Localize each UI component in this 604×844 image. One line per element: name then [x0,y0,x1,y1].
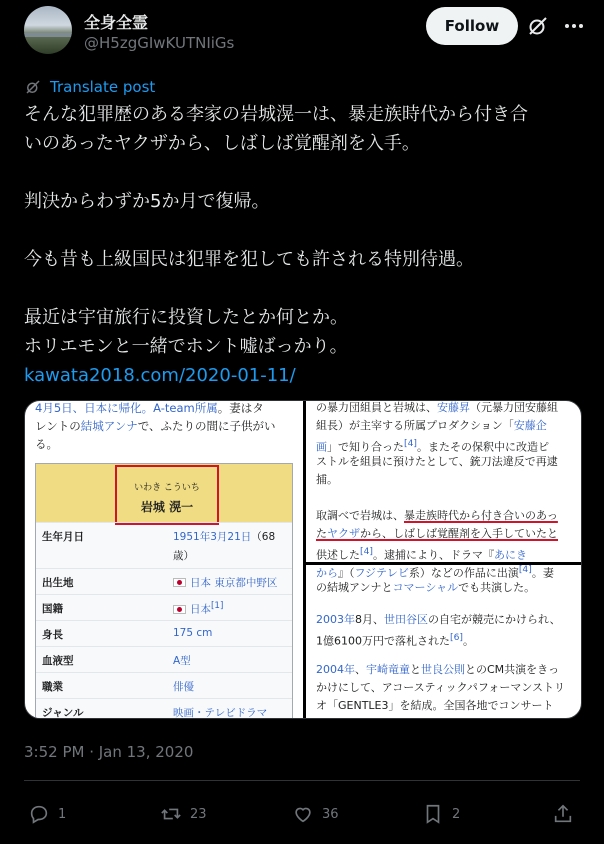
infobox-row: 身長 175 cm [36,620,292,646]
bookmark-count: 2 [452,806,461,822]
post-link[interactable]: kawata2018.com/2020-01-11/ [24,365,296,386]
infobox-name: 岩城 滉一 [140,500,194,514]
translate-label[interactable]: Translate post [50,78,156,96]
post-line: 判決からわずか5か月で復帰。 [24,191,270,212]
reply-icon [28,803,50,825]
reply-count: 1 [58,806,67,822]
share-icon [552,803,574,825]
post-header [24,6,584,56]
post-line: いのあったヤクザから、しばしば覚醒剤を入手。 [24,133,420,154]
reply-button[interactable] [28,800,66,828]
infobox-header [36,464,292,522]
display-name[interactable]: 全身全霊 [84,13,149,32]
bookmark-icon [422,803,444,825]
infobox-row: 血液型 A型 [36,646,292,672]
japan-flag-icon [173,578,186,587]
like-button[interactable] [292,800,339,828]
infobox-row: 出生地 日本 東京都中野区 [36,568,292,594]
media-image-right-bottom[interactable]: から』（フジテレビ系）などの作品に出演[4]。妻 の結城アンナとコマーシャルでも共演した。 2003年8月、世田谷区の自宅が競売にかけられ、 1億6100万円で落札された[6]。 2004年、宇崎竜童と世良公則とのCM共演をきっ かけにして、アコースティックパフォーマンストリ オ「GENTLE3」を結成。全国各地でコンサート [316,564,566,712]
retweet-count: 23 [190,806,207,822]
user-handle[interactable]: @H5zgGIwKUTNIiGs [84,34,235,52]
more-icon[interactable] [562,14,586,38]
bookmark-button[interactable] [422,800,460,828]
retweet-icon [160,803,182,825]
action-bar [24,798,580,832]
infobox-row: 国籍 日本[1] [36,594,292,620]
like-count: 36 [322,806,339,822]
translate-icon [24,78,42,96]
wiki-infobox [35,463,293,719]
share-button[interactable] [552,800,574,828]
retweet-button[interactable] [160,800,207,828]
divider [24,780,580,781]
highlight-box [115,465,219,525]
media-image-left[interactable] [25,401,303,719]
post-timestamp[interactable]: 3:52 PM · Jan 13, 2020 [24,743,194,761]
post-line: そんな犯罪歴のある李家の岩城滉一は、暴走族時代から付き合 [24,104,528,125]
infobox-row: 歳） [173,550,194,562]
infobox-row: 職業 俳優 [36,672,292,698]
wiki-intro: 4月5日、日本に帰化。A-team所属。妻はタ レントの結城アンナで、ふたりの間に子供がい る。 [35,401,276,451]
post-line: 最近は宇宙旅行に投資したとか何とか。 [24,307,348,328]
post-line: ホリエモンと一緒でホント嘘ばっかり。 [24,336,348,357]
furigana: いわき こういち [134,483,200,493]
japan-flag-icon [173,605,186,614]
infobox-row: 生年月日 1951年3月21日（68 [36,522,292,548]
post-text [24,100,584,390]
heart-icon [292,803,314,825]
media-image-right-top[interactable]: の暴力団組員と岩城は、安藤昇（元暴力団安藤組 組長）が主宰する所属プロダクション「安藤企 画」で知り合った[4]。またその保釈中に改造ピ ストルを組員に預けたとして、銃刀法違反で再逮 捕。 取調べで岩城は、暴走族時代から付き合いのあっ たヤクザから、しばしば覚醒剤を入手していたと 供述した[4]。逮捕により、ドラマ『あにき [316,401,558,562]
post-line: 今も昔も上級国民は犯罪を犯しても許される特別待遇。 [24,249,474,270]
media-images[interactable] [24,400,582,719]
follow-button[interactable]: Follow [426,7,518,45]
infobox-row: ジャンル 映画・テレビドラマ [36,698,292,719]
avatar[interactable] [24,6,72,54]
translate-post[interactable] [24,77,155,97]
grok-icon[interactable] [526,14,550,38]
